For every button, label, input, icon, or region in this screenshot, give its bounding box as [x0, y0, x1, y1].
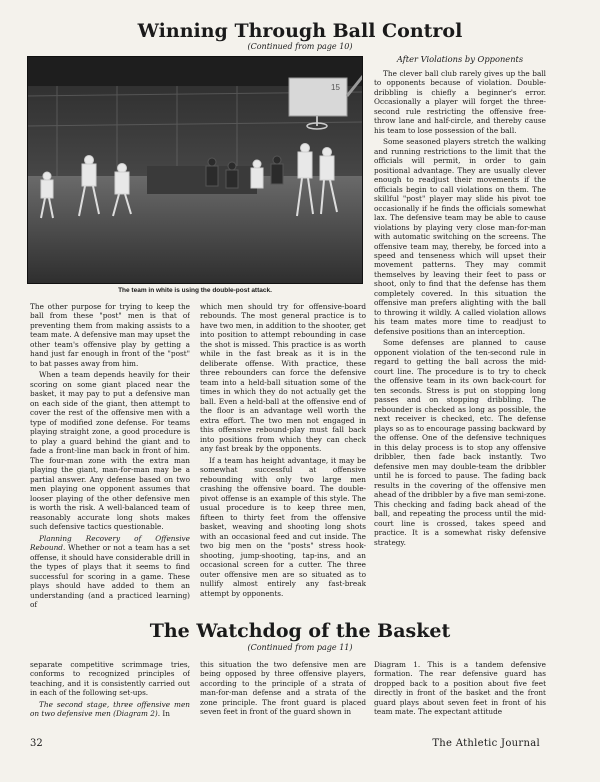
col1-paragraph-2: When a team depends heavily for their scoring on some giant placed near the basket, it may pay to put a defensive man on each side of the giant, then attempt to cover the rest of the offensive men with a type of modified zone defense. For teams playing straight zone, a good procedure is to play a guard behind the giant and to fade a front-line man back in front of him. The four-man zone with the extra man playing the giant, man-for-man may be a partial answer. Any defense based on two men playing one opponent assumes that looser playing of the other defensive men is worth the risk. A well-balanced team of reasonably accurate long shots makes such defensive tactics questionable. [30, 370, 190, 532]
col3-subheading: After Violations by Opponents [396, 54, 524, 64]
section2-col1-paragraph-2 [30, 700, 190, 719]
section2-title: The Watchdog of the Basket [149, 620, 451, 642]
column-3 [374, 54, 546, 614]
section2-column-1 [30, 660, 190, 730]
section2-column-3 [374, 660, 546, 730]
photo-illustration [27, 56, 363, 284]
column-2 [200, 302, 366, 628]
section2-column-2 [200, 660, 366, 730]
col1-subheading: Planning Recovery of Offensive Rebound. [30, 533, 190, 553]
page-number: 32 [30, 738, 43, 749]
article-title: Winning Through Ball Control [137, 20, 463, 42]
col3-paragraph-1: The clever ball club rarely gives up the ball to opponents because of violation. Double-dribbling is chiefly a beginner's error. Occasionally a player will forget the three-second rule restricting the offensive free-throw lane and half-circle, and thereby cause his team to lose possession of the ball. [374, 68, 546, 135]
section2-col1-paragraph-1: separate competitive scrimmage tries, conforms to recognized principles of teaching, and it is consistently carried out in each of the following set-ups. [30, 660, 190, 698]
column-1 [30, 302, 190, 628]
section2-col1-italic: The second stage, three offensive men on two defensive men (Diagram 2). [30, 699, 190, 719]
col1-paragraph-3-text: Whether or not a team has a set offense, it should have considerable drill in the types of plays that it seems to find successful for scoring in a game. These plays should have added to them an understanding (and a practiced learning) of [30, 543, 190, 610]
col2-paragraph-1: which men should try for offensive-board rebounds. The most general practice is to have two men, in addition to the shooter, get into position to attempt rebounding in case the shot is missed. This practice is as worth while in the fast break as it is in the deliberate offense. With practice, these three rebounders can force the defensive team into a held-ball situation some of the times in which they do not actually get the ball. Even a held-ball at the offensive end of the floor is an advantage well worth the extra effort. The two men not engaged in this offensive rebound-play must fall back into positions from which they can check any fast break by the opponents. [200, 302, 366, 454]
photo-caption: The team in white is using the double-post attack. [118, 287, 272, 294]
section2-col1-tail: In [160, 709, 170, 719]
col2-paragraph-2: If a team has height advantage, it may be somewhat successful at offensive rebounding with only two large men crashing the offensive board. The double-pivot offense is an example of this style. The usual procedure is to keep three men, fifteen to thirty feet from the offensive basket, weaving and shooting long shots with an occasional feed and cut inside. The two big men on the "posts" stress hook-shooting, jump-shooting, tap-ins, and an occasional screen for a cutter. The three outer offensive men are so situated as to nullify almost entirely any fast-break attempt by opponents. [200, 455, 366, 598]
section2-col3-paragraph: Diagram 1. This is a tandem defensive formation. The rear defensive guard has dropped back to a position about five feet directly in front of the basket and the front guard plays about seven feet in front of his team mate. The expectant attitude [374, 660, 546, 717]
col3-paragraph-3: Some defenses are planned to cause opponent violation of the ten-second rule in regard to getting the ball across the mid-court line. The procedure is to try to check the offensive team in its own back-court for ten seconds. Stress is put on stopping long passes and on stopping dribbling. The rebounder is checked as long as possible, the next receiver is checked, etc. The defense plays so as to encourage passing backward by the offense. One of the defensive techniques in this delay process is to stop any offensive dribbler, then fade back instantly. Two defensive men may double-team the dribbler until he is forced to pause. The fading back results in the covering of the offensive men ahead of the dribbler by a five man semi-zone. This checking and fading back ahead of the ball, and repeating the process until the mid-court line is crossed, takes speed and practice. It is a somewhat risky defensive strategy. [374, 338, 546, 547]
journal-name: The Athletic Journal [432, 738, 540, 749]
section2-col2-paragraph: this situation the two defensive men are being opposed by three offensive players, according to the principle of a strata of man-for-man defense and a strata of the zone principle. The front guard is placed seven feet in front of the guard shown in [200, 660, 366, 717]
section2-continued-note: (Continued from page 11) [247, 643, 353, 652]
backboard-number: 15 [331, 83, 340, 92]
col1-paragraph-3 [30, 534, 190, 610]
col1-paragraph-1: The other purpose for trying to keep the ball from these "post" men is that of preventing them from making assists to a team mate. A defensive man may upset the other team's offensive play by getting a hand just far enough in front of the "post" to bat passes away from him. [30, 302, 190, 368]
basketball-photo [27, 56, 363, 284]
article-continued-note: (Continued from page 10) [247, 42, 353, 51]
col3-paragraph-2: Some seasoned players stretch the walking and running restrictions to the limit that the officials will permit, in order to gain positional advantage. They are usually clever enough to readjust their movements if the officials begin to call violations on them. The skillful "post" player may slide his pivot toe occasionally if he finds the officials somewhat lax. The defensive team may be able to cause violations by playing very close man-for-man with automatic switching on the screens. The offensive team may, thereby, be forced into a speed and tenseness which will upset their movement patterns. They may commit themselves by leaving their feet to pass or shoot, only to find that the defense has them completely covered. In this situation the offensive man prefers alighting with the ball to throwing it wildly. A called violation allows his team mates more time to readjust to defensive positions than an interception. [374, 137, 546, 336]
